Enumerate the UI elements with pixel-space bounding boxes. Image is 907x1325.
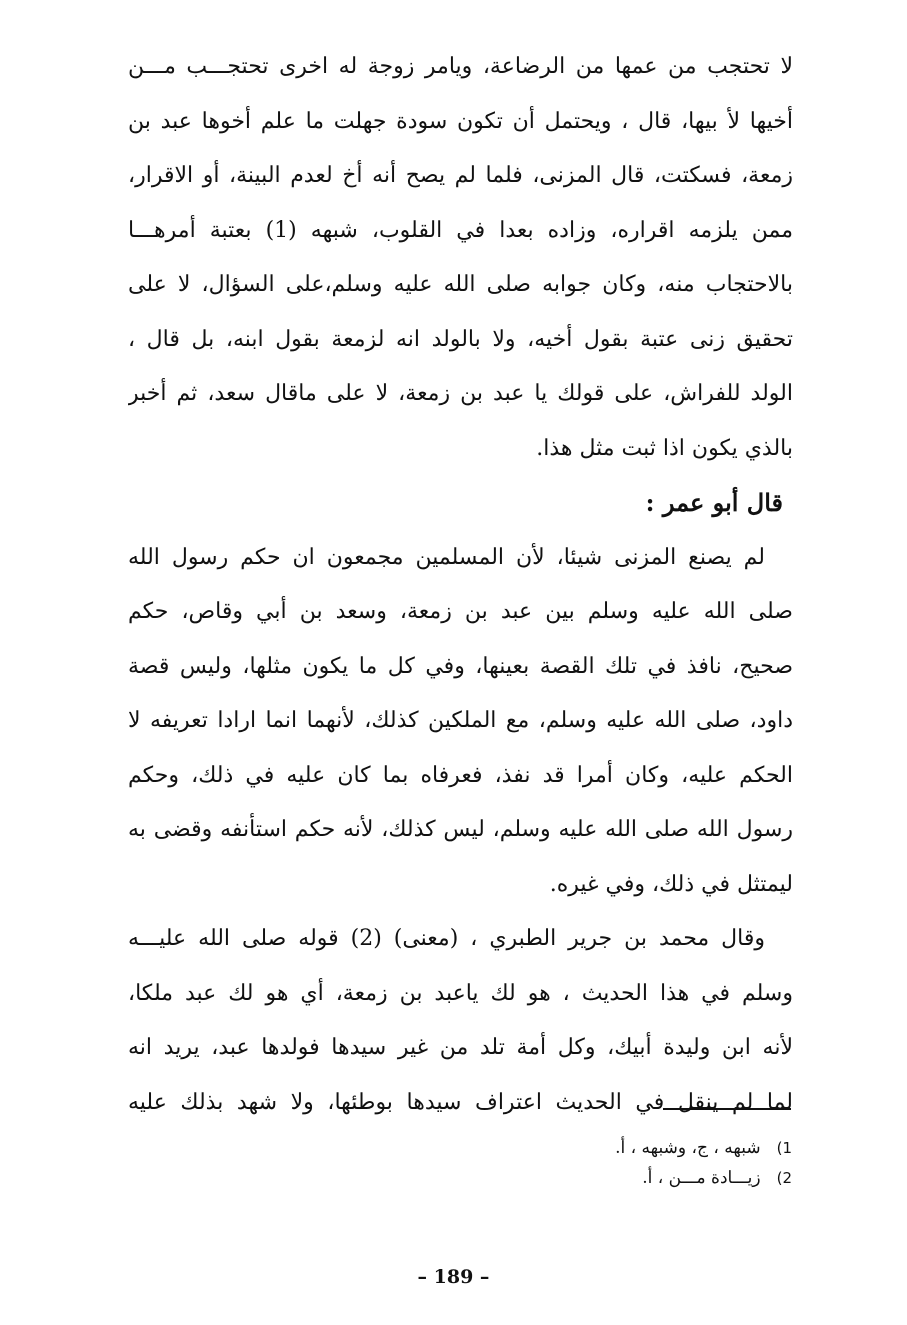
- section-heading: قال أبو عمر :: [645, 488, 783, 517]
- footnote-text: شبهه ، ج، وشبهه ، أ.: [615, 1138, 761, 1158]
- text-line: بالاحتجاب منه، وكان جوابه صلى الله عليه وسلم،على السؤال، لا على: [128, 272, 793, 297]
- page-number: – 189 –: [417, 1266, 490, 1288]
- text-line: صلى الله عليه وسلم بين عبد بن زمعة، وسعد بن أبي وقاص، حكم: [128, 599, 793, 624]
- text-line: أخيها لأ بيها، قال ، ويحتمل أن تكون سودة جهلت ما علم أخوها عبد بن: [128, 108, 793, 134]
- footnote-number: 1): [776, 1139, 792, 1157]
- paragraph-3: [128, 912, 793, 1130]
- paragraph-2: [128, 531, 793, 913]
- paragraph-1: [128, 40, 793, 476]
- text-line: الولد للفراش، على قولك يا عبد بن زمعة، لا على ماقال سعد، ثم أخبر: [128, 381, 793, 406]
- text-line: صحيح، نافذ في تلك القصة بعينها، وفي كل ما يكون مثلها، وليس قصة: [128, 653, 793, 679]
- text-line: زمعة، فسكتت، قال المزنى، فلما لم يصح أنه أخ لعدم البينة، أو الاقرار،: [128, 163, 793, 188]
- text-line: وقال محمد بن جرير الطبري ، (معنى) (2) قوله صلى الله عليـــه: [128, 926, 765, 951]
- footnote-text: زيـــادة مـــن ، أ.: [642, 1168, 761, 1188]
- text-line: داود، صلى الله عليه وسلم، مع الملكين كذلك، لأنهما انما ارادا تعريفه لا: [128, 708, 793, 733]
- text-line: لم يصنع المزنى شيئا، لأن المسلمين مجمعون ان حكم رسول الله: [128, 544, 765, 570]
- text-line: لا تحتجب من عمها من الرضاعة، ويامر زوجة له اخرى تحتجـــب مـــن: [128, 54, 793, 79]
- footnote-item: [540, 1133, 792, 1163]
- text-line: الحكم عليه، وكان أمرا قد نفذ، فعرفاه بما كان عليه في ذلك، وحكم: [128, 762, 793, 788]
- footnote-number: 2): [776, 1169, 792, 1187]
- text-line: ممن يلزمه اقراره، وزاده بعدا في القلوب، شبهه (1) بعتبة أمرهـــا: [128, 217, 793, 243]
- footnote-item: [540, 1163, 792, 1193]
- footnote-divider: [663, 1108, 791, 1110]
- text-line: تحقيق زنى عتبة بقول أخيه، ولا بالولد انه لزمعة بقول ابنه، بل قال ،: [128, 326, 793, 352]
- text-line: ليمتثل في ذلك، وفي غيره.: [549, 871, 793, 897]
- text-line: وسلم في هذا الحديث ، هو لك ياعبد بن زمعة، أي هو لك عبد ملكا،: [128, 980, 793, 1006]
- text-line: لأنه ابن وليدة أبيك، وكل أمة تلد من غير سيدها فولدها عبد، يريد انه: [128, 1035, 793, 1060]
- text-line: بالذي يكون اذا ثبت مثل هذا.: [536, 435, 793, 461]
- text-line: رسول الله صلى الله عليه وسلم، ليس كذلك، لأنه حكم استأنفه وقضى به: [128, 817, 793, 842]
- text-line: لما لم ينقل في الحديث اعتراف سيدها بوطئها، ولا شهد بذلك عليه: [128, 1089, 793, 1115]
- footnotes: [540, 1133, 792, 1193]
- main-text: [128, 40, 793, 1130]
